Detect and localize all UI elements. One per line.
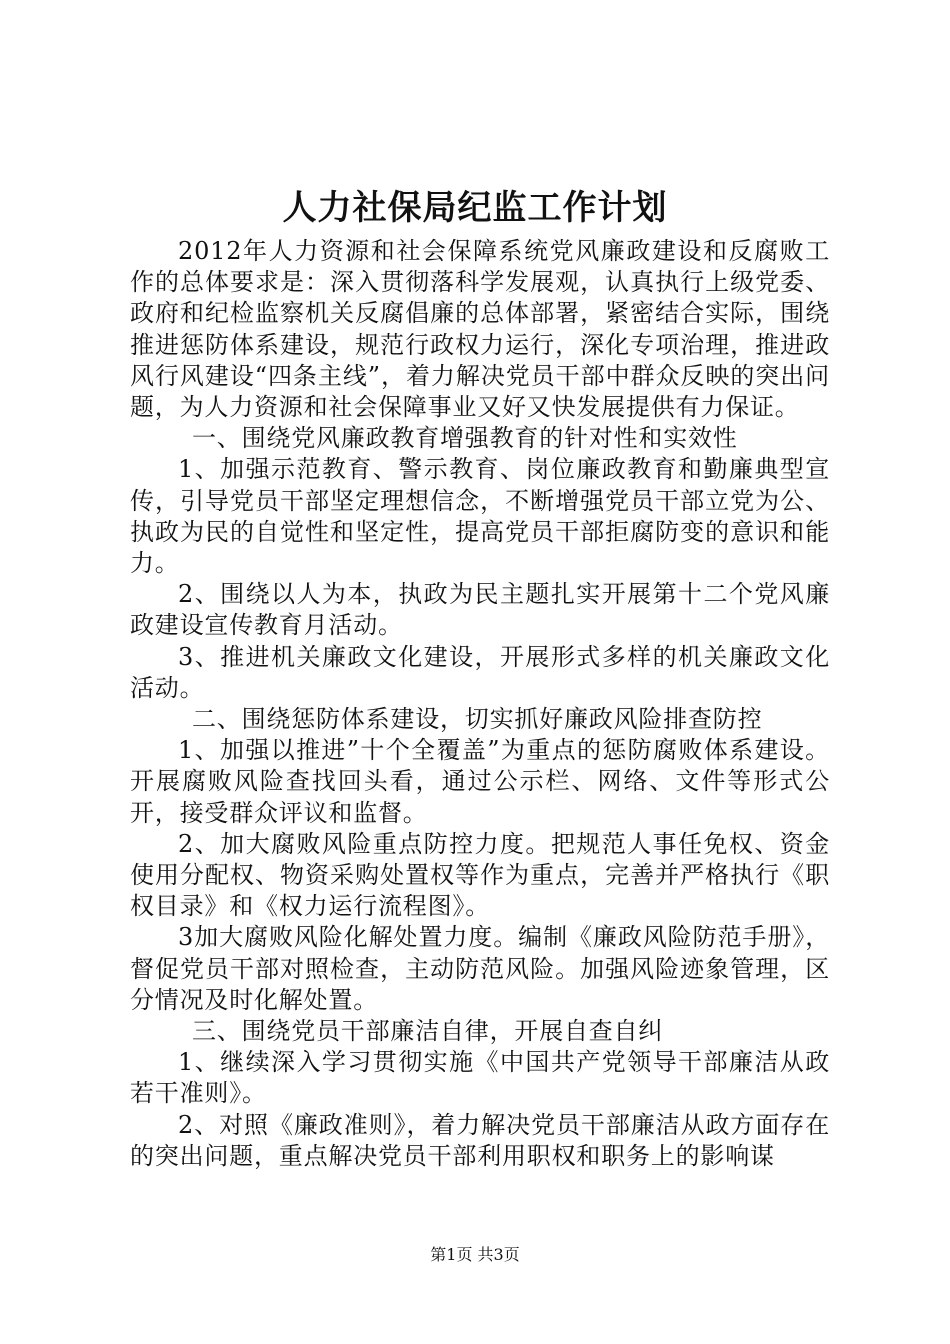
document-title: 人力社保局纪监工作计划 <box>282 188 668 228</box>
paragraph-intro: 2012年人力资源和社会保障系统党风廉政建设和反腐败工作的总体要求是：深入贯彻落科学发展观，认真执行上级党委、政府和纪检监察机关反腐倡廉的总体部署，紧密结合实际，围绕推进惩防体系建设，规范行政权力运行，深化专项治理，推进政风行风建设“四条主线”，着力解决党员干部中群众反映的突出问题，为人力资源和社会保障事业又好又快发展提供有力保证。 <box>130 237 830 422</box>
section-heading-2: 二、围绕惩防体系建设，切实抓好廉政风险排查防控 <box>192 705 763 734</box>
document-body <box>130 236 830 1172</box>
paragraph-2-2: 2、加大腐败风险重点防控力度。把规范人事任免权、资金使用分配权、物资采购处置权等作为重点，完善并严格执行《职权目录》和《权力运行流程图》。 <box>130 829 830 921</box>
paragraph-2-1: 1、加强以推进”十个全覆盖”为重点的惩防腐败体系建设。开展腐败风险查找回头看，通过公示栏、网络、文件等形式公开，接受群众评议和监督。 <box>130 736 830 827</box>
paragraph-3-2: 2、对照《廉政准则》，着力解决党员干部廉洁从政方面存在的突出问题，重点解决党员干部利用职权和职务上的影响谋 <box>130 1110 830 1170</box>
section-heading-1: 一、围绕党风廉政教育增强教育的针对性和实效性 <box>192 424 738 453</box>
paragraph-2-3: 3加大腐败风险化解处置力度。编制《廉政风险防范手册》，督促党员干部对照检查，主动防范风险。加强风险迹象管理，区分情况及时化解处置。 <box>130 923 830 1014</box>
paragraph-1-1: 1、加强示范教育、警示教育、岗位廉政教育和勤廉典型宣传，引导党员干部坚定理想信念，不断增强党员干部立党为公、执政为民的自觉性和坚定性，提高党员干部拒腐防变的意识和能力。 <box>130 455 830 578</box>
paragraph-1-2: 2、围绕以人为本，执政为民主题扎实开展第十二个党风廉政建设宣传教育月活动。 <box>130 580 830 640</box>
page-footer: 第1页 共3页 <box>430 1245 520 1264</box>
section-heading-3: 三、围绕党员干部廉洁自律，开展自查自纠 <box>192 1017 664 1046</box>
paragraph-3-1: 1、继续深入学习贯彻实施《中国共产党领导干部廉洁从政若干准则》。 <box>130 1048 830 1108</box>
paragraph-1-3: 3、推进机关廉政文化建设，开展形式多样的机关廉政文化活动。 <box>130 642 830 702</box>
